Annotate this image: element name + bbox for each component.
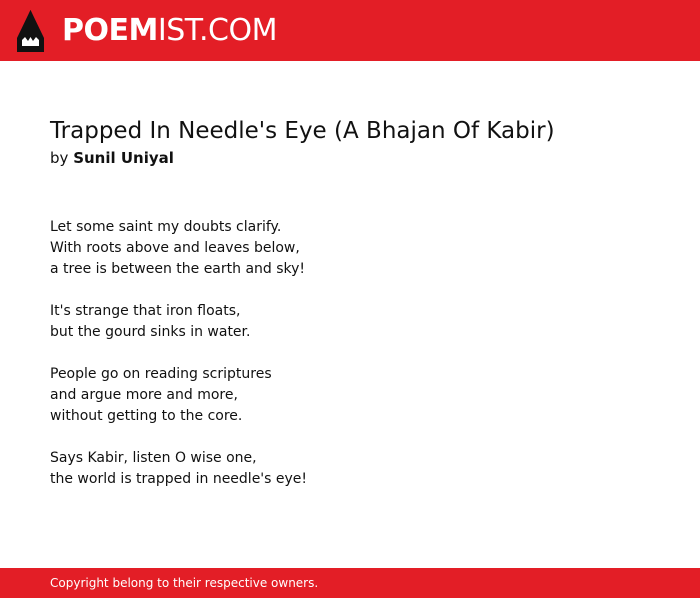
copyright-text: Copyright belong to their respective owners. bbox=[50, 576, 319, 590]
poem-line: and argue more and more, bbox=[50, 387, 238, 403]
site-footer bbox=[0, 568, 700, 598]
stanza bbox=[50, 301, 650, 343]
stanza bbox=[50, 217, 650, 280]
stanza bbox=[50, 448, 650, 490]
logo-bold-text: POEM bbox=[62, 13, 158, 48]
poem-line: the world is trapped in needle's eye! bbox=[50, 471, 308, 487]
poem-line: People go on reading scriptures bbox=[50, 366, 272, 382]
poem-line: a tree is between the earth and sky! bbox=[50, 261, 306, 277]
logo-light-text: IST.COM bbox=[157, 13, 277, 48]
byline bbox=[50, 147, 650, 169]
poem-body bbox=[50, 217, 650, 490]
poem-line: Says Kabir, listen O wise one, bbox=[50, 450, 257, 466]
pencil-icon[interactable] bbox=[17, 10, 44, 52]
by-label: by bbox=[50, 149, 69, 167]
poem-title: Trapped In Needle's Eye (A Bhajan Of Kabir) bbox=[50, 118, 555, 144]
poem-line: without getting to the core. bbox=[50, 408, 243, 424]
poem-line: With roots above and leaves below, bbox=[50, 240, 300, 256]
stanza bbox=[50, 364, 650, 427]
poem-content bbox=[50, 116, 650, 511]
site-logo[interactable] bbox=[62, 12, 277, 50]
site-header bbox=[0, 0, 700, 61]
author-name: Sunil Uniyal bbox=[73, 149, 174, 167]
poem-line: It's strange that iron floats, bbox=[50, 303, 241, 319]
poem-line: Let some saint my doubts clarify. bbox=[50, 219, 282, 235]
poem-line: but the gourd sinks in water. bbox=[50, 324, 251, 340]
